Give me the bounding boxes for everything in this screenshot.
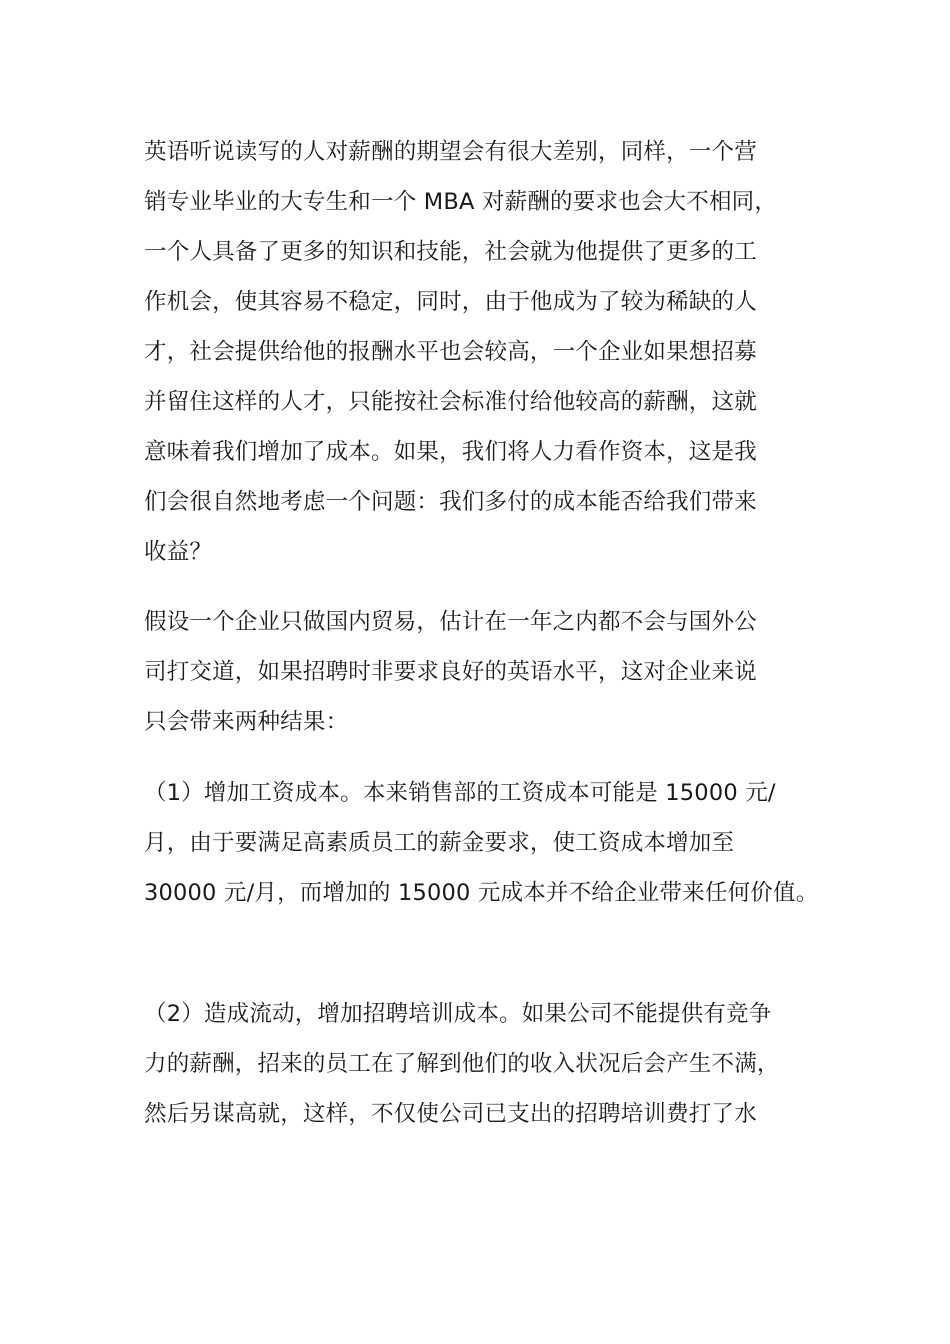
- paragraph-3-line-1: （1）增加工资成本。本来销售部的工资成本可能是 15000 元/: [144, 780, 776, 806]
- paragraph-2-line-3: 只会带来两种结果：: [144, 709, 349, 735]
- paragraph-1-line-2: 销专业毕业的大专生和一个 MBA 对薪酬的要求也会大不相同，: [144, 189, 778, 215]
- paragraph-1-line-9: 收益？: [144, 539, 213, 565]
- paragraph-1-line-5: 才，社会提供给他的报酬水平也会较高，一个企业如果想招募: [144, 339, 757, 365]
- paragraph-3-line-2: 月，由于要满足高素质员工的薪金要求，使工资成本增加至: [144, 830, 735, 856]
- paragraph-3-line-3: 30000 元/月，而增加的 15000 元成本并不给企业带来任何价值。: [144, 880, 819, 906]
- paragraph-4-line-3: 然后另谋高就，这样，不仅使公司已支出的招聘培训费打了水: [144, 1101, 757, 1127]
- paragraph-1-line-4: 作机会，使其容易不稳定，同时，由于他成为了较为稀缺的人: [144, 289, 757, 315]
- paragraph-2-line-2: 司打交道，如果招聘时非要求良好的英语水平，这对企业来说: [144, 659, 757, 685]
- paragraph-4-line-1: （2）造成流动，增加招聘培训成本。如果公司不能提供有竞争: [144, 1001, 772, 1027]
- paragraph-1-line-7: 意味着我们增加了成本。如果，我们将人力看作资本，这是我: [144, 439, 757, 465]
- paragraph-1-line-8: 们会很自然地考虑一个问题：我们多付的成本能否给我们带来: [144, 489, 757, 515]
- paragraph-2-line-1: 假设一个企业只做国内贸易，估计在一年之内都不会与国外公: [144, 609, 757, 635]
- paragraph-1-line-1: 英语听说读写的人对薪酬的期望会有很大差别，同样，一个营: [144, 139, 757, 165]
- paragraph-1-line-6: 并留住这样的人才，只能按社会标准付给他较高的薪酬，这就: [144, 389, 757, 415]
- paragraph-4-line-2: 力的薪酬，招来的员工在了解到他们的收入状况后会产生不满，: [144, 1051, 780, 1077]
- paragraph-1-line-3: 一个人具备了更多的知识和技能，社会就为他提供了更多的工: [144, 239, 757, 265]
